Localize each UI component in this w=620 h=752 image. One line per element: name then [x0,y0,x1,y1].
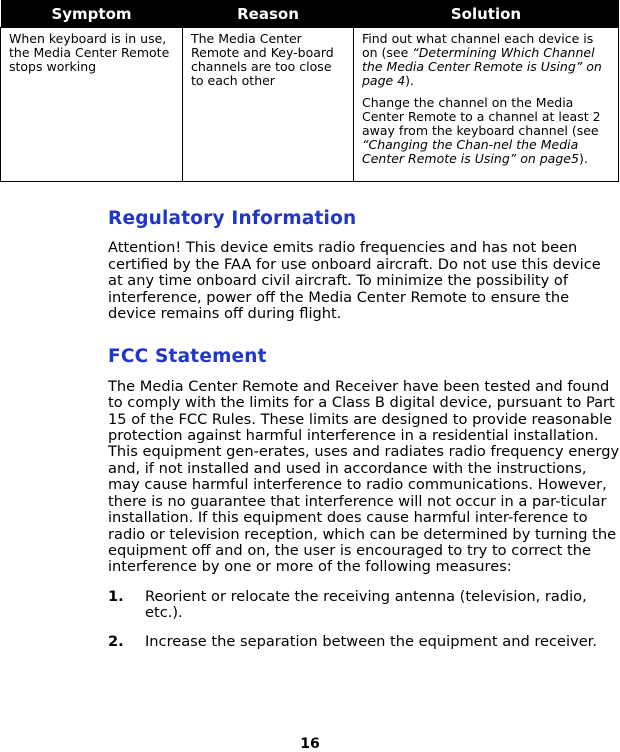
troubleshooting-table [0,0,619,182]
solution-cell [354,28,619,182]
fcc-paragraph: The Media Center Remote and Receiver have been tested and found to comply with the limits for a Class B digital device, pursuant to Part 15 of the FCC Rules. These limits are designed to provide reasonable protection against harmful interference in a residential installation. This equipment gen-erates, uses and radiates radio frequency energy and, if not installed and used in accordance with the instructions, may cause harmful interference to radio communications. However, there is no guarantee that interference will not occur in a par-ticular installation. If this equipment does cause harmful inter-ference to radio or television reception, which can be determined by turning the equipment off and on, the user is encouraged to try to correct the interference by one or more of the following measures: [108,377,620,576]
main-content [108,205,620,662]
table-row [1,28,619,182]
reason-cell: The Media Center Remote and Key-board channels are too close to each other [183,28,354,182]
solution-step-2: Change the channel on the Media Center Remote to a channel at least 2 away from the keyboard channel (see “Changing the Chan-nel the Media Center Remote is Using” on page5). [362,95,601,166]
fcc-heading: FCC Statement [108,346,267,368]
list-item-text: Reorient or relocate the receiving antenna (television, radio, etc.). [145,587,587,622]
header-solution: Solution [354,0,619,28]
regulatory-paragraph: Attention! This device emits radio frequencies and has not been certified by the FAA for use onboard aircraft. Do not use this device at any time onboard civil aircraft. To minimize the possibility of interference, power off the Media Center Remote to ensure the device remains off during flight. [108,239,601,323]
header-symptom: Symptom [1,0,183,28]
symptom-cell: When keyboard is in use, the Media Center Remote stops working [1,28,183,182]
header-reason: Reason [183,0,354,28]
cross-reference-link[interactable]: “Determining Which Channel the Media Center Remote is Using” on page 4 [362,45,602,88]
table-header-row [1,0,619,28]
list-item [108,589,620,622]
list-item-number: 1. [108,587,124,605]
list-item-text: Increase the separation between the equipment and receiver. [145,632,597,650]
measures-list [108,589,620,650]
solution-step-1: Find out what channel each device is on (see “Determining Which Channel the Media Center Remote is Using” on page 4). [362,31,602,88]
list-item [108,634,620,650]
regulatory-heading: Regulatory Information [108,208,357,229]
cross-reference-link[interactable]: “Changing the Chan-nel the Media Center Remote is Using” on page5 [362,137,579,166]
page-number: 16 [300,736,320,752]
list-item-number: 2. [108,632,124,650]
